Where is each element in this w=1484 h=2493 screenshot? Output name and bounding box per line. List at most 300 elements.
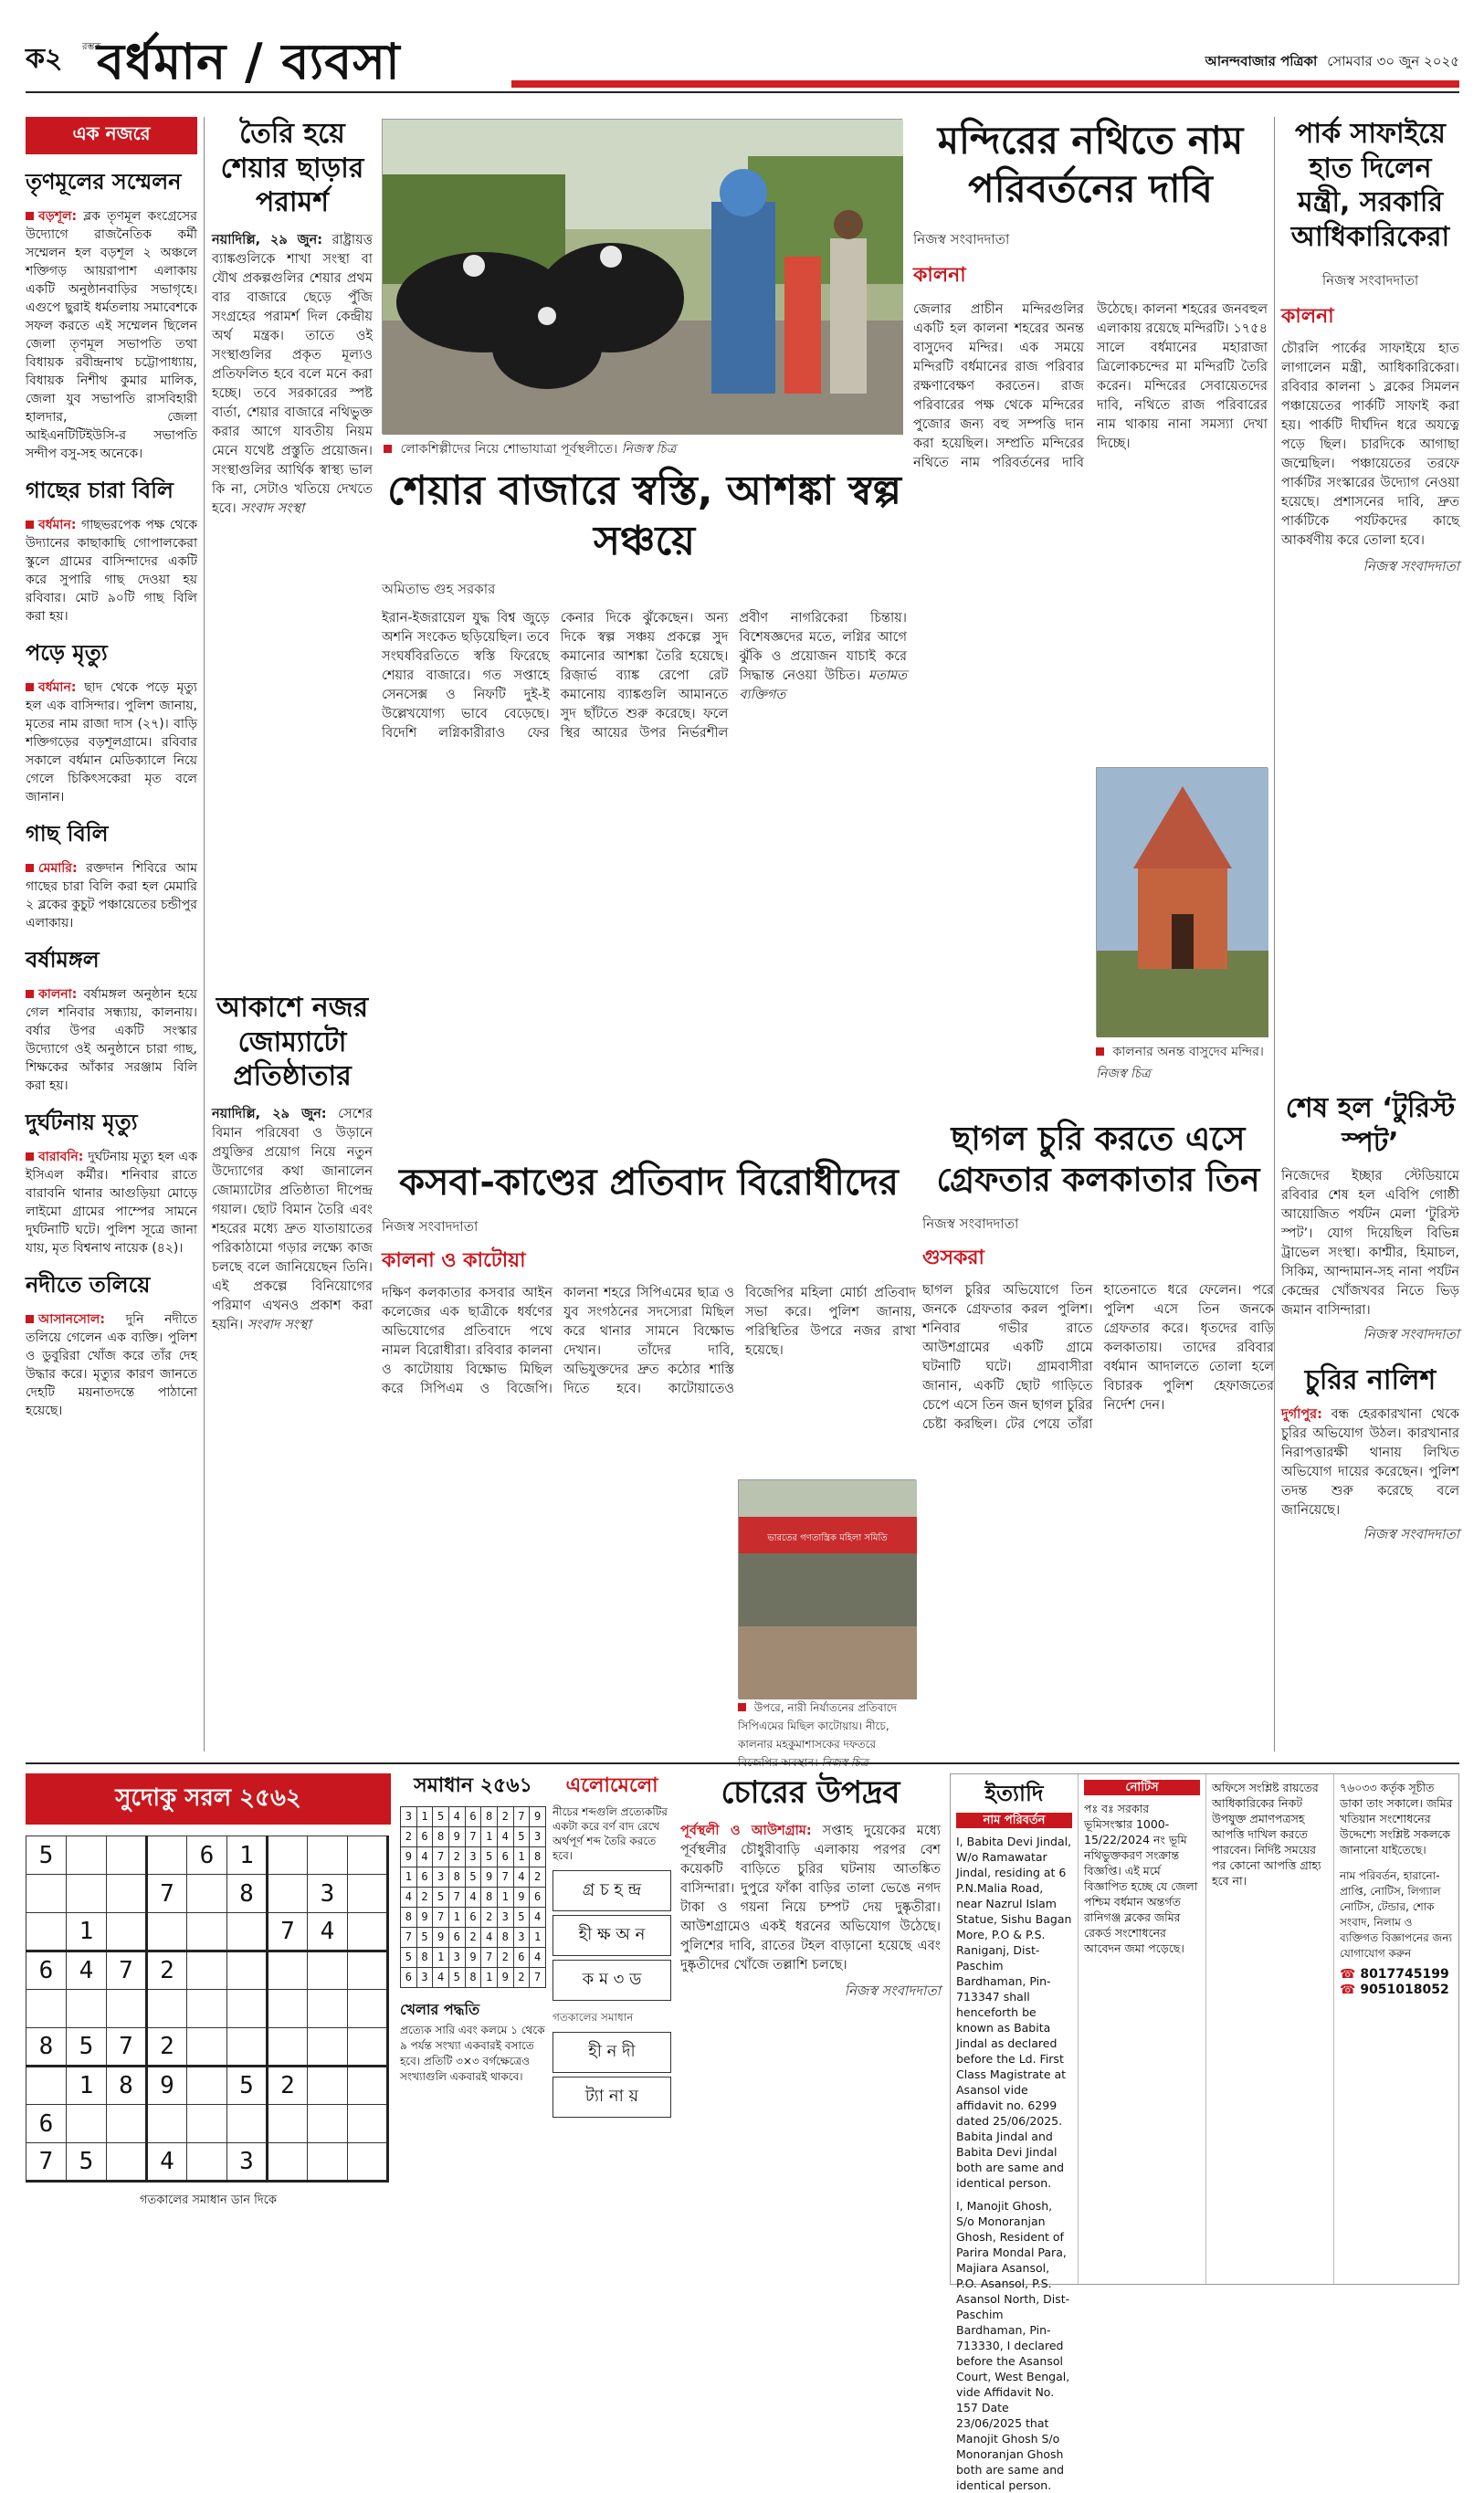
solution-cell: 7	[481, 1947, 498, 1967]
procession-image	[383, 120, 903, 435]
complaint-body	[1281, 1405, 1459, 1520]
sidebar-item-text: গাছভরপেক পক্ষ থেকে উদ্যানের কাছাকাছি গোপালকেরা স্কুলে গ্রামের বাসিন্দাদের একটি করে সুপারি গাছ দেওয়া হয় রবিবার। মোট ৯০টি গাছ বিলি করা হয়।	[26, 518, 197, 624]
jumble-title: এলোমেলো	[565, 1774, 658, 1797]
classifieds-section: নাম পরিবর্তন	[956, 1813, 1072, 1828]
jumble-answer-list	[553, 2032, 671, 2118]
solution-cell: 6	[401, 1967, 417, 1987]
sudoku-cell: 2	[147, 1951, 187, 1990]
classifieds-notices-c	[1334, 1774, 1458, 2284]
sidebar-item-text: ছাদ থেকে পড়ে মৃত্যু হল এক বাসিন্দার। পুলিশ জানায়, মৃতের নাম রাজা দাস (২৭)। বাড়ি শক্তিগড়ের বড়শূলগ্রামে। রবিবার সকালে বর্ধমান মেডিক্যালে নিয়ে গেলে চিকিৎসকেরা মৃত বলে জানান।	[26, 680, 197, 805]
share-dateline: নয়াদিল্লি, ২৯ জুন:	[212, 232, 323, 247]
sidebar-item-text: বর্ষামঙ্গল অনুষ্ঠান হয়ে গেল শনিবার সন্ধ্যায়, কালনায়। বর্ষার উপর একটি সংস্কার উদ্যোগে ওই অনুষ্ঠানে চারা গাছ, শিক্ষকের আঁকার সরঞ্জাম বিলি করা হয়।	[26, 987, 197, 1093]
sidebar-item	[26, 516, 197, 626]
solution-cell: 1	[401, 1867, 417, 1887]
solution-cell: 4	[465, 1887, 481, 1907]
sudoku-rules-title: খেলার পদ্ধতি	[400, 2000, 480, 2018]
sudoku-cell	[227, 1913, 268, 1951]
sudoku-cell: 5	[67, 2143, 107, 2182]
sidebar-item-title: পড়ে মৃত্যু	[26, 640, 108, 666]
sudoku-cell	[268, 1990, 308, 2028]
solution-cell: 5	[448, 1967, 465, 1987]
solution-cell: 6	[448, 1927, 465, 1947]
jumble-footer: গতকালের সমাধান	[553, 2010, 634, 2024]
sudoku-cell: 5	[227, 2067, 268, 2105]
sudoku-cell: 7	[268, 1913, 308, 1951]
solution-cell: 4	[530, 1947, 546, 1967]
sudoku-cell	[268, 1951, 308, 1990]
protest-caption-text: উপরে, নারী নির্যাতনের প্রতিবাদে সিপিএমের মিছিল কাটোয়ায়। নীচে, কালনার মহকুমাশাসকের দফতরে	[738, 1701, 897, 1751]
sudoku-cell	[67, 1875, 107, 1913]
solution-cell: 9	[448, 1826, 465, 1846]
sudoku-rules: প্রত্যেক সারি এবং কলমে ১ থেকে ৯ পর্যন্ত সংখ্যা একবারই বসাতে হবে। প্রতিটি ৩×৩ বর্গক্ষেত্রেও সংখ্যাগুলি একবারই থাকবে।	[400, 2023, 545, 2083]
sudoku-cell: 7	[147, 1875, 187, 1913]
goat-place: গুসকরা	[922, 1246, 984, 1269]
temple-caption	[1096, 1041, 1268, 1085]
solution-cell: 4	[401, 1887, 417, 1907]
classifieds-brand: ইত্যাদি	[984, 1781, 1044, 1806]
solution-cell: 8	[433, 1826, 449, 1846]
column-rule	[204, 117, 205, 1751]
sudoku-cell	[308, 1836, 348, 1875]
sudoku-cell	[187, 2143, 227, 2182]
sudoku-cell	[227, 2028, 268, 2067]
sudoku-cell	[348, 1913, 388, 1951]
solution-cell: 2	[513, 1967, 530, 1987]
solution-cell: 1	[448, 1907, 465, 1927]
solution-cell: 4	[416, 1846, 433, 1867]
solution-cell: 8	[530, 1846, 546, 1867]
solution-cell: 9	[481, 1867, 498, 1887]
sudoku-cell: 6	[26, 1951, 67, 1990]
paper-name: আনন্দবাজার পত্রিকা	[1205, 53, 1318, 69]
solution-cell: 4	[530, 1907, 546, 1927]
solution-cell: 1	[513, 1846, 530, 1867]
page-tag: রম্ভক	[82, 42, 101, 52]
sudoku-cell	[308, 2143, 348, 2182]
thief-credit: নিজস্ব সংবাদদাতা	[844, 1982, 941, 1999]
market-body	[382, 609, 907, 743]
solution-cell: 6	[513, 1947, 530, 1967]
solution-cell: 3	[530, 1826, 546, 1846]
sidebar-item-text: দুর্ঘটনায় মৃত্যু হল এক ইসিএল কর্মীর। শনিবার রাতে বারাবনি থানার আগুড়িয়া মোড়ে লাইমো গ্রামের পাম্পের সামনে দুর্ঘটনাটি ঘটে। পুলিশ সূত্রে জানা যায়, মৃত বিশ্বনাথ নায়েক (৪২)।	[26, 1150, 198, 1256]
park-credit: নিজস্ব সংবাদদাতা	[1363, 558, 1459, 574]
complaint-place: দুর্গাপুর:	[1281, 1406, 1322, 1422]
solution-cell: 4	[481, 1927, 498, 1947]
jumble-word: গ্র চ হ ন্দ্র	[553, 1870, 671, 1911]
sudoku-cell	[187, 1913, 227, 1951]
bullet-icon	[26, 864, 34, 872]
masthead-black-rule	[26, 91, 1459, 93]
solution-cell: 8	[481, 1887, 498, 1907]
sudoku-cell	[147, 2105, 187, 2143]
sudoku-cell: 4	[67, 1951, 107, 1990]
sudoku-cell	[227, 1951, 268, 1990]
sudoku-cell: 3	[308, 1875, 348, 1913]
classifieds-notices-b	[1206, 1774, 1334, 2284]
sudoku-cell	[308, 1951, 348, 1990]
sudoku-cell	[227, 2105, 268, 2143]
sudoku-cell	[308, 2028, 348, 2067]
solution-cell: 4	[513, 1867, 530, 1887]
solution-cell: 7	[497, 1867, 513, 1887]
sudoku-cell: 8	[26, 2028, 67, 2067]
tourist-headline: শেষ হল ‘টুরিস্ট স্পট’	[1285, 1092, 1456, 1159]
sudoku-cell	[187, 1875, 227, 1913]
goat-byline: নিজস্ব সংবাদদাতা	[922, 1215, 1019, 1232]
solution-cell: 5	[513, 1907, 530, 1927]
zomato-body-text: সেশের বিমান পরিষেবা ও উড়ানে প্রযুক্তির প্রয়োগ নিয়ে নতুন উদ্যোগের কথা জানালেন জোম্যাটোর প্রতিষ্ঠাতা দীপেন্দ্র গয়াল। ছোট বিমান তৈরি এবং শহরের মধ্যে দ্রুত যাতায়াতের পরিকাঠামো গড়ার লক্ষ্যে কাজ চলছে বলে জানিয়েছেন তিনি। এই প্রকল্পে বিনিয়োগের পরিমাণ এখনও প্রকাশ করা হয়নি।	[212, 1106, 373, 1332]
solution-cell: 6	[465, 1907, 481, 1927]
sudoku-footer: গতকালের সমাধান ডান দিকে	[140, 2193, 277, 2207]
kasba-byline: নিজস্ব সংবাদদাতা	[382, 1218, 479, 1235]
solution-grid	[400, 1806, 546, 1988]
solution-cell: 6	[465, 1806, 481, 1826]
solution-cell: 2	[448, 1846, 465, 1867]
solution-cell: 1	[497, 1887, 513, 1907]
jumble-block	[553, 1773, 671, 2285]
solution-cell: 2	[481, 1907, 498, 1927]
solution-cell: 4	[433, 1967, 449, 1987]
sidebar-item-title: তৃণমূলের সম্মেলন	[26, 169, 182, 195]
sudoku-cell	[187, 2067, 227, 2105]
goat-body: ছাগল চুরির অভিযোগে তিন জনকে গ্রেফতার করল পুলিশ। শনিবার গভীর রাতে আউশগ্রামের একটি গ্রামে ঘটনাটি ঘটে। গ্রামবাসীরা জানান, একটি ছোট গাড়িতে চেপে এসে তিন জন ছাগল চুরির চেষ্টা করছিল। টের পেয়ে তাঁরা হাতেনাতে ধরে ফেলেন। পরে পুলিশ এসে তিন জনকে গ্রেফতার করে। ধৃতদের বাড়ি কলকাতায়। তাদের রবিবার বর্ধমান আদালতে তোলা হলে বিচারক পুলিশ হেফাজতের নির্দেশ দেন।	[922, 1283, 1274, 1432]
temple-byline: নিজস্ব সংবাদদাতা	[913, 231, 1010, 247]
complaint-credit: নিজস্ব সংবাদদাতা	[1363, 1525, 1459, 1542]
jumble-intro: নীচের শব্দগুলি প্রত্যেকটির একটা করে বর্ণ বাদ রেখে অর্থপূর্ণ শব্দ তৈরি করতে হবে।	[553, 1804, 668, 1862]
tourist-story	[1281, 1091, 1459, 1749]
sidebar-item-title: গাছের চারা বিলি	[26, 478, 174, 503]
sudoku-cell: 1	[67, 2067, 107, 2105]
temple-photo-credit: নিজস্ব চিত্র	[1096, 1067, 1151, 1081]
complaint-headline: চুরির নালিশ	[1304, 1364, 1437, 1396]
solution-cell: 7	[401, 1927, 417, 1947]
solution-cell: 8	[401, 1907, 417, 1927]
classifieds-phone-2	[1340, 1983, 1453, 1998]
procession-caption	[384, 438, 904, 460]
solution-cell: 5	[433, 1887, 449, 1907]
solution-cell: 2	[530, 1867, 546, 1887]
sidebar-item-title: বর্ষামঙ্গল	[26, 947, 100, 973]
solution-cell: 7	[530, 1967, 546, 1987]
sudoku-cell: 6	[187, 1836, 227, 1875]
sudoku-cell	[187, 1951, 227, 1990]
solution-cell: 8	[497, 1927, 513, 1947]
sudoku-cell	[67, 1990, 107, 2028]
solution-cell: 5	[433, 1806, 449, 1826]
park-byline: নিজস্ব সংবাদদাতা	[1321, 272, 1419, 289]
bullet-icon	[26, 521, 34, 529]
sudoku-cell	[268, 1836, 308, 1875]
procession-caption-text: লোকশিল্পীদের নিয়ে শোভাযাত্রা পূর্বস্থলীতে।	[400, 442, 618, 457]
sudoku-cell: 4	[308, 1913, 348, 1951]
market-story	[382, 466, 907, 1059]
share-credit: সংবাদ সংস্থা	[240, 500, 305, 516]
sudoku-cell	[187, 2105, 227, 2143]
column-rule	[1274, 117, 1275, 1751]
sudoku-cell	[308, 1990, 348, 2028]
sidebar-item-text: ব্লক তৃণমূল কংগ্রেসের উদ্যোগে রাজনৈতিক কর্মী সম্মেলন হল বড়শূল ২ অঞ্চলে শক্তিগড় আয়রাপাশ এলাকায় একটি অনুষ্ঠানবাড়ির সভাগৃহে। এগুপে ছুরাই ধর্মতলায় সমাবেশকে সফল করতে এই সম্মেলন ছিলেন জেলা তৃণমূল সভাপতি তথা বিধায়ক রবীন্দ্রনাথ চট্টোপাধ্যায়, বিধায়ক নিশীথ কুমার মালিক, জেলা যুব সভাপতি রাসবিহারী হালদার, জেলা আইএনটিটিইউসি-র সভাপতি সন্দীপ বসু-সহ অনেকে।	[26, 209, 197, 461]
solution-cell: 2	[465, 1927, 481, 1947]
solution-cell: 7	[433, 1846, 449, 1867]
sidebar-item-text: দুনি নদীতে তলিয়ে গেলেন এক ব্যক্তি। পুলিশ ও ডুবুরিরা খোঁজ করে তাঁর দেহ উদ্ধার করে। মৃত্যুর কারণ জানতে দেহটি ময়নাতদন্তে পাঠানো হয়েছে।	[26, 1312, 197, 1418]
sudoku-cell	[268, 1875, 308, 1913]
kasba-place: কালনা ও কাটোয়া	[382, 1249, 526, 1272]
classifieds-contact-intro: নাম পরিবর্তন, হারানো-প্রাপ্তি, নোটিস, লিগ্যাল নোটিস, টেন্ডার, শোক সংবাদ, নিলাম ও ব্যক্তিগত বিজ্ঞাপনের জন্য যোগাযোগ করুন	[1340, 1869, 1452, 1960]
jumble-word: হী ক্ষ অ ন	[553, 1915, 671, 1956]
solution-cell: 9	[416, 1907, 433, 1927]
solution-cell: 2	[497, 1947, 513, 1967]
thief-headline: চোরের উপদ্রব	[721, 1774, 900, 1811]
solution-cell: 3	[465, 1846, 481, 1867]
sudoku-grid	[26, 1836, 389, 2183]
sudoku-cell	[227, 1990, 268, 2028]
sudoku-cell	[348, 1836, 388, 1875]
thief-body	[680, 1822, 941, 1975]
temple-body: জেলার প্রাচীন মন্দিরগুলির একটি হল কালনা শহরের অনন্ত বাসুদেব মন্দির। এক সময়ে মন্দিরটি বর্ধমানের রাজ পরিবার রক্ষণাবেক্ষণ করতেন। রাজ পরিবারের পক্ষ থেকে মন্দিরের পুজোর জন্য বহু সম্পত্তি দান করা হয়েছিল। সম্প্রতি মন্দিরের নথিতে নাম পরিবর্তনের দাবি উঠেছে। কালনা শহরের জনবহুল এলাকায় রয়েছে মন্দিরটি। ১৭৫৪ সালে বর্ধমানের মহারাজা ত্রিলোকচন্দের মা মন্দিরটি তৈরি করেন। মন্দিরের সেবায়েতদের দাবি, নথিতে রাজ পরিবারের নাম থাকায় নানা সমস্যা দেখা দিচ্ছে।	[913, 302, 1268, 470]
sidebar-item-title: দুর্ঘটনায় মৃত্যু	[26, 1110, 138, 1135]
solution-cell: 3	[401, 1806, 417, 1826]
sudoku-cell	[26, 2067, 67, 2105]
solution-cell: 1	[481, 1826, 498, 1846]
sudoku-block	[26, 1773, 391, 2285]
goat-story	[922, 1119, 1274, 1730]
sidebar-item-place: বারাবনি:	[38, 1150, 84, 1164]
share-headline: তৈরি হয়ে শেয়ার ছাড়ার পরামর্শ	[220, 118, 364, 218]
solution-cell: 6	[530, 1887, 546, 1907]
temple-headline: মন্দিরের নথিতে নাম পরিবর্তনের দাবি	[937, 118, 1244, 211]
sidebar-item	[26, 1310, 197, 1420]
caption-marker-icon	[384, 445, 392, 453]
solution-cell: 7	[433, 1907, 449, 1927]
sudoku-cell	[107, 2105, 147, 2143]
sidebar-item	[26, 678, 197, 806]
solution-cell: 6	[497, 1846, 513, 1867]
solution-cell: 8	[465, 1967, 481, 1987]
solution-cell: 3	[448, 1947, 465, 1967]
caption-marker-icon	[738, 1703, 746, 1711]
sudoku-cell	[26, 1990, 67, 2028]
share-body	[212, 231, 373, 519]
phone-icon: ☎	[1340, 1967, 1356, 1982]
sidebar-item-place: বড়শূল:	[38, 209, 78, 224]
solution-cell: 5	[465, 1867, 481, 1887]
ad-notice-2: অফিসে সংশ্লিষ্ট রায়তের আধিকারিকের নিকট উপযুক্ত প্রমাণপত্রসহ আপত্তি দাখিল করতে পারবেন। নির্দিষ্ট সময়ের পর কোনো আপত্তি গ্রাহ্য হবে না।	[1212, 1781, 1321, 1888]
thief-body-text: সপ্তাহ দুয়েকের মধ্যে পূর্বস্থলীর চৌধুরীবাড়ি এলাকায় পরপর বেশ কয়েকটি বাড়িতে চুরির ঘটনায় আতঙ্কিত বাসিন্দারা। দুপুরে ফাঁকা বাড়ির তালা ভেঙে নগদ টাকা ও গয়না নিয়ে চম্পট দেয় দুষ্কৃতীরা। আউশগ্রামেও একই ধরনের অভিযোগ উঠেছে। পুলিশের দাবি, রাতের টহল বাড়ানো হয়েছে এবং দুষ্কৃতীদের খোঁজে তল্লাশি চলছে।	[680, 1823, 941, 1972]
ad-name-change-2: I, Manojit Ghosh, S/o Monoranjan Ghosh, Resident of Parira Mondal Para, Majiara Asansol, P.O. Asansol, P.S. Asansol North, Dist-Paschim Bardhaman, Pin-713330, I declared before the Asansol Court, West Bengal, vide Affidavit No. 157 Date 23/06/2025 that Manojit Ghosh S/o Monoranjan Ghosh both are same and identical person.	[956, 2199, 1070, 2492]
complaint-body-text: বন্ধ হেরকারখানা থেকে চুরির অভিযোগ উঠল। কারখানার নিরাপত্তারক্ষী থানায় লিখিত অভিযোগ দায়ের করেছেন। পুলিশ তদন্ত শুরু করেছে বলে জানিয়েছে।	[1281, 1406, 1460, 1518]
sudoku-cell	[348, 2067, 388, 2105]
solution-cell: 5	[416, 1927, 433, 1947]
market-headline: শেয়ার বাজারে স্বস্তি, আশঙ্কা স্বল্প সঞ্চয়ে	[387, 468, 901, 564]
sidebar-item	[26, 207, 197, 463]
sudoku-cell: 4	[147, 2143, 187, 2182]
zomato-body	[212, 1105, 373, 1335]
sidebar-item-list	[26, 165, 197, 1420]
solution-cell: 1	[433, 1947, 449, 1967]
sudoku-cell	[107, 1836, 147, 1875]
masthead	[26, 24, 1459, 88]
solution-cell: 5	[401, 1947, 417, 1967]
solution-cell: 9	[513, 1887, 530, 1907]
goat-headline: ছাগল চুরি করতে এসে গ্রেফতার কলকাতার তিন	[936, 1120, 1260, 1199]
sudoku-cell	[67, 2105, 107, 2143]
sudoku-cell	[26, 1875, 67, 1913]
market-credit: মতামত ব্যক্তিগত	[739, 668, 907, 702]
sudoku-cell	[147, 1990, 187, 2028]
solution-cell: 4	[448, 1806, 465, 1826]
jumble-answer: ট্যা না য়	[553, 2077, 671, 2118]
temple-place: কালনা	[913, 264, 966, 287]
sidebar-item-title: গাছ বিলি	[26, 821, 109, 847]
thief-place: পূর্বস্থলী ও আউশগ্রাম:	[680, 1823, 812, 1838]
solution-cell: 9	[401, 1846, 417, 1867]
sudoku-cell: 8	[227, 1875, 268, 1913]
dateline	[1205, 51, 1459, 74]
sudoku-cell	[26, 1913, 67, 1951]
solution-cell: 9	[497, 1967, 513, 1987]
ad-notice-1: পঃ বঃ সরকার ভূমিসংস্কার 1000-15/22/2024 নং ভূমি নথিভুক্তকরণ সংক্রান্ত বিজ্ঞপ্তি। এই মর্মে বিজ্ঞাপিত হচ্ছে যে জেলা পশ্চিম বর্ধমান অন্তর্গত রানিগঞ্জ ব্লকের জমির রেকর্ড সংশোধনের আবেদন জমা পড়েছে।	[1084, 1802, 1198, 1955]
sudoku-cell	[147, 1836, 187, 1875]
bullet-icon	[26, 1315, 34, 1323]
solution-cell: 3	[433, 1867, 449, 1887]
sudoku-cell: 2	[268, 2067, 308, 2105]
sudoku-cell: 5	[26, 1836, 67, 1875]
sudoku-cell: 9	[147, 2067, 187, 2105]
procession-photo-credit: নিজস্ব চিত্র	[621, 442, 677, 457]
classifieds-phone-1	[1340, 1967, 1453, 1983]
sidebar-item	[26, 859, 197, 932]
sudoku-cell	[308, 2105, 348, 2143]
solution-cell: 2	[497, 1806, 513, 1826]
sudoku-cell	[187, 2028, 227, 2067]
sudoku-cell	[308, 2067, 348, 2105]
zomato-headline: আকাশে নজর জোম্যাটো প্রতিষ্ঠাতার	[216, 992, 369, 1092]
solution-cell: 1	[416, 1806, 433, 1826]
sidebar-label: এক নজরে	[26, 117, 197, 154]
solution-cell: 2	[401, 1826, 417, 1846]
zomato-credit: সংবাদ সংস্থা	[247, 1317, 311, 1332]
classifieds-notice-label: নোটিস	[1084, 1780, 1200, 1795]
sudoku-cell: 7	[26, 2143, 67, 2182]
sidebar-item-text: রক্তদান শিবিরে আম গাছের চারা বিলি করা হল মেমারি ২ ব্লকের কুচুট পঞ্চায়েতের চন্ডীপুর এলাকায়।	[26, 861, 197, 931]
solution-cell: 6	[416, 1826, 433, 1846]
zomato-story	[212, 991, 373, 1749]
park-story	[1281, 117, 1459, 1085]
solution-cell: 3	[416, 1967, 433, 1987]
ad-notice-3: ৭৬০৩৩ কর্তৃক সূচীত ডাকা তাং সকালে। জমির খতিয়ান সংশোধনের উদ্দেশ্যে সংশ্লিষ্ট সকলকে জানানো যাইতেছে।	[1340, 1781, 1453, 1857]
sidebar-item-title: নদীতে তলিয়ে	[26, 1272, 151, 1298]
solution-cell: 1	[530, 1927, 546, 1947]
sudoku-cell: 3	[227, 2143, 268, 2182]
sudoku-cell	[107, 1913, 147, 1951]
solution-block	[400, 1773, 546, 2285]
phone-number-1: 8017745199	[1360, 1967, 1449, 1982]
sidebar-item-place: কালনা:	[38, 987, 78, 1002]
market-byline: অমিতাভ গুহ সরকার	[382, 581, 496, 597]
park-headline: পার্ক সাফাইয়ে হাত দিলেন মন্ত্রী, সরকারি আধিকারিকেরা	[1290, 118, 1450, 253]
ad-name-change-1: I, Babita Devi Jindal, W/o Ramawatar Jindal, residing at 6 P.N.Malia Road, near Nazrul Islam Statue, Sishu Bagan More, P.O & P.S. Raniganj, Dist-Paschim Bardhaman, Pin-713347 shall henceforth be known as Babita Jindal as declared before the Ld. First Class Magistrate at Asansol vide affidavit no. 6299 dated 25/06/2025. Babita Jindal and Babita Devi Jindal both are same and identical person.	[956, 1835, 1072, 2190]
bullet-icon	[26, 990, 34, 998]
tourist-credit: নিজস্ব সংবাদদাতা	[1363, 1326, 1459, 1342]
solution-cell: 4	[497, 1826, 513, 1846]
sidebar-item-place: আসানসোল:	[38, 1312, 105, 1327]
temple-image	[1097, 768, 1268, 1037]
share-body-text: রাষ্ট্রায়ত্ত ব্যাঙ্কগুলিকে শাখা সংস্থা বা যৌথ প্রকল্পগুলির শেয়ার প্রথম বার বাজারে ছেড়ে পুঁজি সংগ্রহের পরামর্শ দিল কেন্দ্রীয় অর্থ মন্ত্রক। তাতে ওই সংস্থাগুলির প্রকৃত মূল্যও প্রতিফলিত হবে বলে মনে করা হচ্ছে। তবে সরকারের স্পষ্ট বার্তা, শেয়ার বাজারে নথিভুক্ত করার আগে যাবতীয় নিয়ম মেনে যথেষ্ট প্রস্তুতি প্রয়োজন। সংস্থাগুলির আর্থিক স্বাস্থ্য ভাল কি না, সেটাও খতিয়ে দেখতে হবে।	[212, 232, 373, 516]
sudoku-cell	[268, 2028, 308, 2067]
protest-banner-text: ভারতের গণতান্ত্রিক মহিলা সমিতি	[767, 1533, 888, 1543]
sidebar-briefs	[26, 117, 197, 1751]
bullet-icon	[26, 1152, 34, 1161]
sudoku-cell: 7	[107, 2028, 147, 2067]
solution-cell: 5	[513, 1826, 530, 1846]
sudoku-cell: 8	[107, 2067, 147, 2105]
solution-cell: 1	[481, 1967, 498, 1987]
jumble-answer: হী ন দী	[553, 2032, 671, 2073]
protest-photo	[738, 1479, 916, 1699]
page-number: ক২	[26, 43, 63, 75]
solution-cell: 3	[497, 1907, 513, 1927]
solution-cell: 7	[465, 1826, 481, 1846]
jumble-word-list	[553, 1870, 671, 2001]
bullet-icon	[26, 212, 34, 220]
sidebar-item	[26, 985, 197, 1095]
thief-story	[680, 1773, 941, 2285]
sudoku-cell	[268, 2105, 308, 2143]
sudoku-cell: 7	[107, 1951, 147, 1990]
zomato-dateline: নয়াদিল্লি, ২৯ জুন:	[212, 1106, 327, 1121]
sidebar-item-place: বর্ধমান:	[38, 518, 77, 532]
solution-title: সমাধান ২৫৬১	[414, 1774, 532, 1797]
solution-cell: 6	[416, 1867, 433, 1887]
solution-cell: 9	[530, 1806, 546, 1826]
classifieds-block	[950, 1773, 1459, 2492]
solution-cell: 9	[433, 1927, 449, 1947]
solution-cell: 8	[481, 1806, 498, 1826]
sudoku-cell: 6	[26, 2105, 67, 2143]
sudoku-cell	[348, 2028, 388, 2067]
caption-marker-icon	[1096, 1047, 1104, 1056]
tourist-body: নিজেদের ইচ্ছার স্টেডিয়ামে রবিবার শেষ হল এবিপি গোষ্ঠী আয়োজিত পর্যটন মেলা ‘টুরিস্ট স্পট’। যোগ দিয়েছিল বিভিন্ন ট্রাভেল সংস্থা। কাশ্মীর, হিমাচল, সিকিম, আন্দামান-সহ নানা পর্যটন কেন্দ্রের খোঁজখবর নিতে ভিড় জমান বাসিন্দারা।	[1281, 1169, 1459, 1318]
park-body: চৌরলি পার্কের সাফাইয়ে হাত লাগালেন মন্ত্রী, আধিকারিকেরা। রবিবার কালনা ১ ব্লকের সিমলন পঞ্চায়েতের পার্কটি সাফাই করা হয়। পার্কটি দীর্ঘদিন ধরে অযত্নে পড়ে ছিল। চারদিকে আগাছা জন্মেছিল। পঞ্চায়েতের তরফে পার্কটির সংস্কারের উদ্যোগ নেওয়া হয়েছে। প্রশাসনের দাবি, দ্রুত পার্কটিকে পর্যটকদের কাছে আকর্ষণীয় করে তোলা হবে।	[1281, 342, 1459, 548]
solution-cell: 8	[448, 1867, 465, 1887]
share-story	[212, 117, 373, 1030]
sudoku-cell	[147, 1913, 187, 1951]
sudoku-title: সুদোকু সরল ২৫৬২	[26, 1773, 391, 1825]
sudoku-cell	[348, 2105, 388, 2143]
sudoku-cell: 1	[227, 1836, 268, 1875]
solution-cell: 2	[416, 1887, 433, 1907]
phone-number-2: 9051018052	[1360, 1983, 1449, 1997]
solution-cell: 9	[465, 1947, 481, 1967]
sudoku-cell	[348, 1875, 388, 1913]
procession-photo	[382, 119, 902, 434]
sidebar-item	[26, 1148, 197, 1257]
sudoku-cell	[348, 2143, 388, 2182]
solution-cell: 7	[448, 1887, 465, 1907]
temple-photo	[1096, 767, 1268, 1036]
sudoku-cell	[187, 1990, 227, 2028]
phone-icon: ☎	[1340, 1983, 1356, 1997]
sidebar-item-place: মেমারি:	[38, 861, 78, 876]
sudoku-cell	[348, 1951, 388, 1990]
solution-cell: 3	[513, 1927, 530, 1947]
sudoku-cell	[107, 2143, 147, 2182]
sudoku-cell	[348, 1990, 388, 2028]
sudoku-cell: 1	[67, 1913, 107, 1951]
sudoku-cell	[67, 1836, 107, 1875]
solution-cell: 5	[481, 1846, 498, 1867]
market-body-text: ইরান-ইজরায়েল যুদ্ধ বিশ্ব জুড়ে অশনি সংকেত ছড়িয়েছিল। তবে সংঘর্ষবিরতিতে স্বস্তি ফিরেছে শেয়ার বাজারে। গত সপ্তাহে সেনসেক্স ও নিফটি দুই-ই উল্লেখযোগ্য ভাবে বেড়েছে। বিদেশি লগ্নিকারীরাও ফের কেনার দিকে ঝুঁকেছেন। অন্য দিকে স্বল্প সঞ্চয় প্রকল্পে সুদ কমানোর আশঙ্কা তৈরি হয়েছে। রিজ়ার্ভ ব্যাঙ্ক রেপো রেট কমানোয় ব্যাঙ্কগুলি আমানতে সুদ ছাঁটতে শুরু করেছে। ফলে স্থির আয়ের উপর নির্ভরশীল প্রবীণ নাগরিকেরা চিন্তায়। বিশেষজ্ঞদের মতে, লগ্নির আগে ঝুঁকি ও প্রয়োজন যাচাই করে সিদ্ধান্ত নেওয়া উচিত।	[382, 611, 907, 741]
